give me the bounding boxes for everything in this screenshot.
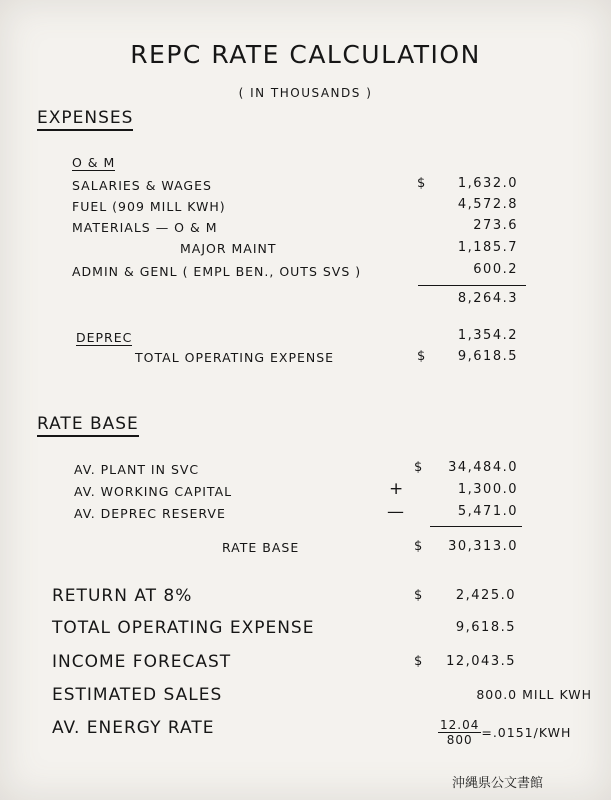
subtotal-rule xyxy=(418,285,526,286)
expense-label-materials: MATERIALS — O & M xyxy=(72,220,218,235)
rate-base-total-amount: 30,313.0 xyxy=(448,539,518,554)
summary-label-income-forecast: INCOME FORECAST xyxy=(52,652,232,672)
expense-subtotal: 8,264.3 xyxy=(457,291,518,306)
deprec-amount: 1,354.2 xyxy=(457,328,518,343)
total-opex-label: TOTAL OPERATING EXPENSE xyxy=(135,350,335,365)
archive-stamp: 沖縄県公文書館 xyxy=(452,776,544,791)
rate-base-rule xyxy=(430,526,522,527)
expense-label-fuel: FUEL (909 MILL KWH) xyxy=(72,199,226,214)
expense-label-salaries: SALARIES & WAGES xyxy=(72,178,212,193)
energy-rate-denominator: 800 xyxy=(446,733,473,747)
rate-base-sign-plus: + xyxy=(389,479,405,499)
energy-rate-fraction xyxy=(438,718,481,747)
rate-base-amount-deprec-reserve: 5,471.0 xyxy=(457,504,518,519)
deprec-label: DEPREC xyxy=(76,330,133,345)
summary-currency-return: $ xyxy=(414,588,424,603)
expense-amount-fuel: 4,572.8 xyxy=(457,197,518,212)
energy-rate-formula xyxy=(438,718,571,747)
summary-label-return: RETURN AT 8% xyxy=(52,586,193,606)
rate-base-sign-minus: — xyxy=(387,502,405,522)
summary-label-total-opex: TOTAL OPERATING EXPENSE xyxy=(52,618,315,638)
expense-currency-salaries: $ xyxy=(417,176,427,191)
rate-base-label-working-capital: AV. WORKING CAPITAL xyxy=(74,484,233,499)
expense-amount-salaries: 1,632.0 xyxy=(457,176,518,191)
summary-label-estimated-sales: ESTIMATED SALES xyxy=(52,685,223,705)
expense-amount-materials: 273.6 xyxy=(473,218,518,233)
expense-amount-major-maint: 1,185.7 xyxy=(457,240,518,255)
energy-rate-label: AV. ENERGY RATE xyxy=(52,718,215,738)
rate-base-label-plant: AV. PLANT IN SVC xyxy=(74,462,200,477)
rate-base-total-label: RATE BASE xyxy=(222,540,300,555)
total-opex-currency: $ xyxy=(417,349,427,364)
summary-currency-income-forecast: $ xyxy=(414,654,424,669)
rate-base-heading: RATE BASE xyxy=(37,414,139,437)
om-heading: O & M xyxy=(72,155,116,170)
document-subtitle: ( IN THOUSANDS ) xyxy=(238,86,373,100)
energy-rate-numerator: 12.04 xyxy=(440,718,480,732)
document-title: REPC RATE CALCULATION xyxy=(130,40,481,69)
summary-value-total-opex: 9,618.5 xyxy=(455,620,516,635)
total-opex-amount: 9,618.5 xyxy=(457,349,518,364)
expenses-heading: EXPENSES xyxy=(37,108,133,131)
rate-base-total-currency: $ xyxy=(414,539,424,554)
expense-label-major-maint: MAJOR MAINT xyxy=(180,241,277,256)
rate-base-label-deprec-reserve: AV. DEPREC RESERVE xyxy=(74,506,226,521)
summary-value-return: 2,425.0 xyxy=(455,588,516,603)
rate-base-amount-plant: 34,484.0 xyxy=(448,460,518,475)
energy-rate-result: =.0151/KWH xyxy=(481,725,572,740)
expense-amount-admin: 600.2 xyxy=(473,262,518,277)
summary-value-estimated-sales: 800.0 MILL KWH xyxy=(476,687,592,702)
rate-base-currency-plant: $ xyxy=(414,460,424,475)
expense-label-admin: ADMIN & GENL ( EMPL BEN., OUTS SVS ) xyxy=(72,264,362,279)
rate-base-amount-working-capital: 1,300.0 xyxy=(457,482,518,497)
summary-value-income-forecast: 12,043.5 xyxy=(446,654,516,669)
